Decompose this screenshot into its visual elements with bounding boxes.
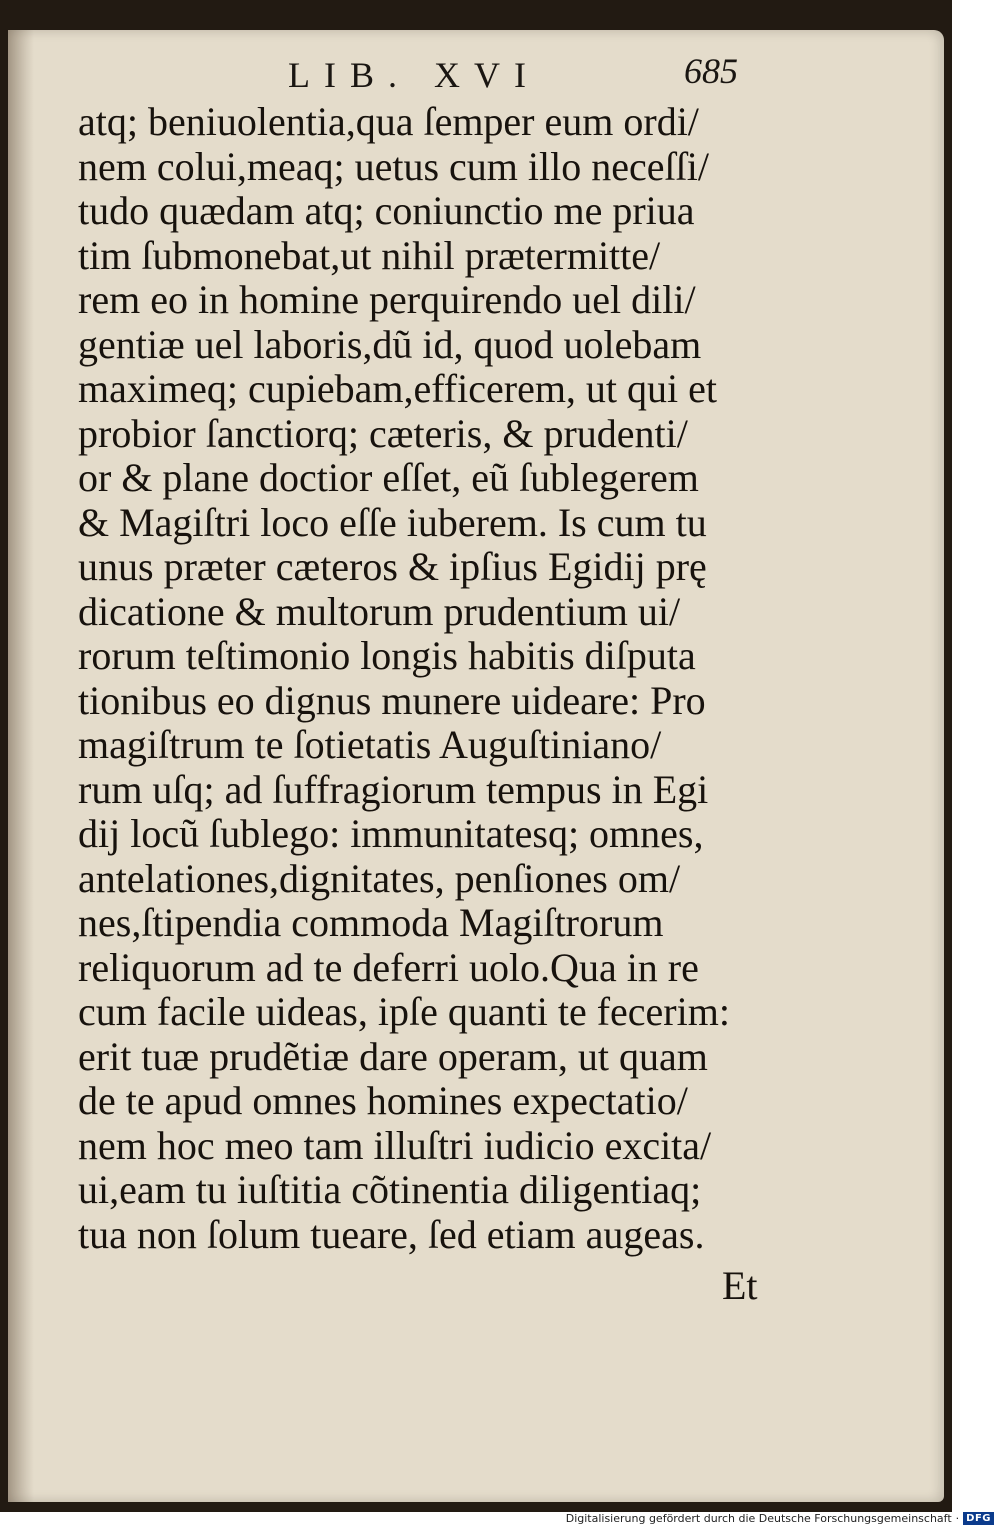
text-line: unus præter cæteros & ipſius Egidij prę (78, 544, 707, 589)
text-line: probior ſanctiorq; cæteris, & prudenti/ (78, 410, 688, 456)
catchword: Et (722, 1263, 758, 1308)
text-line: tionibus eo dignus munere uideare: Pro (78, 677, 706, 723)
text-line: nes,ſtipendia commoda Magiſtrorum (78, 900, 664, 945)
text-line: dicatione & multorum prudentium ui/ (78, 588, 681, 634)
text-line: de te apud omnes homines expectatio/ (78, 1078, 688, 1123)
text-line: rem eo in homine perquirendo uel dili/ (78, 277, 696, 322)
digitization-credit (566, 1508, 994, 1528)
page-gutter-shadow (8, 30, 34, 1502)
credit-separator: · (955, 1511, 960, 1525)
text-line: nem hoc meo tam illuſtri iudicio excita/ (78, 1122, 712, 1168)
text-line: cum facile uideas, ipſe quanti te fecerim: (78, 989, 730, 1034)
text-line: reliquorum ad te deferri uolo.Qua in re (78, 944, 699, 990)
text-line: rum uſq; ad ſuffragiorum tempus in Egi (78, 766, 709, 812)
text-line: magiſtrum te ſotietatis Auguſtiniano/ (78, 722, 662, 767)
text-line: erit tuæ prudẽtiæ dare operam, ut quam (78, 1033, 708, 1079)
text-line: tim ſubmonebat,ut nihil prætermitte/ (78, 232, 661, 278)
text-line: dij locũ ſublego: immunitatesq; omnes, (78, 811, 704, 856)
text-line: antelationes,dignitates, penſiones om/ (78, 855, 681, 901)
text-line: tua non ſolum tueare, ſed etiam augeas. (78, 1211, 705, 1257)
credit-text: Digitalisierung gefördert durch die Deutsche Forschungsgemeinschaft (565, 1511, 952, 1525)
text-line: atq; beniuolentia,qua ſemper eum ordi/ (78, 99, 699, 144)
text-line: tudo quædam atq; coniunctio me priua (78, 188, 695, 233)
text-line: or & plane doctior eſſet, eũ ſublegerem (78, 455, 699, 500)
text-line: & Magiſtri loco eſſe iuberem. Is cum tu (78, 499, 707, 545)
page-header (8, 51, 944, 104)
body-text (78, 100, 778, 1257)
text-line: ui,eam tu iuſtitia cõtinentia diligentiaq; (78, 1167, 702, 1212)
text-line: maximeq; cupiebam,efficerem, ut qui et (78, 366, 718, 411)
dfg-logo-icon: DFG (963, 1512, 994, 1525)
text-line: rorum teſtimonio longis habitis diſputa (78, 633, 696, 678)
text-line: nem colui,meaq; uetus cum illo neceſſi/ (78, 143, 709, 189)
running-head: LIB. XVI (288, 55, 540, 95)
page-number: 685 (684, 51, 738, 91)
book-page (8, 30, 944, 1502)
text-line: gentiæ uel laboris,dũ id, quod uolebam (78, 321, 702, 367)
